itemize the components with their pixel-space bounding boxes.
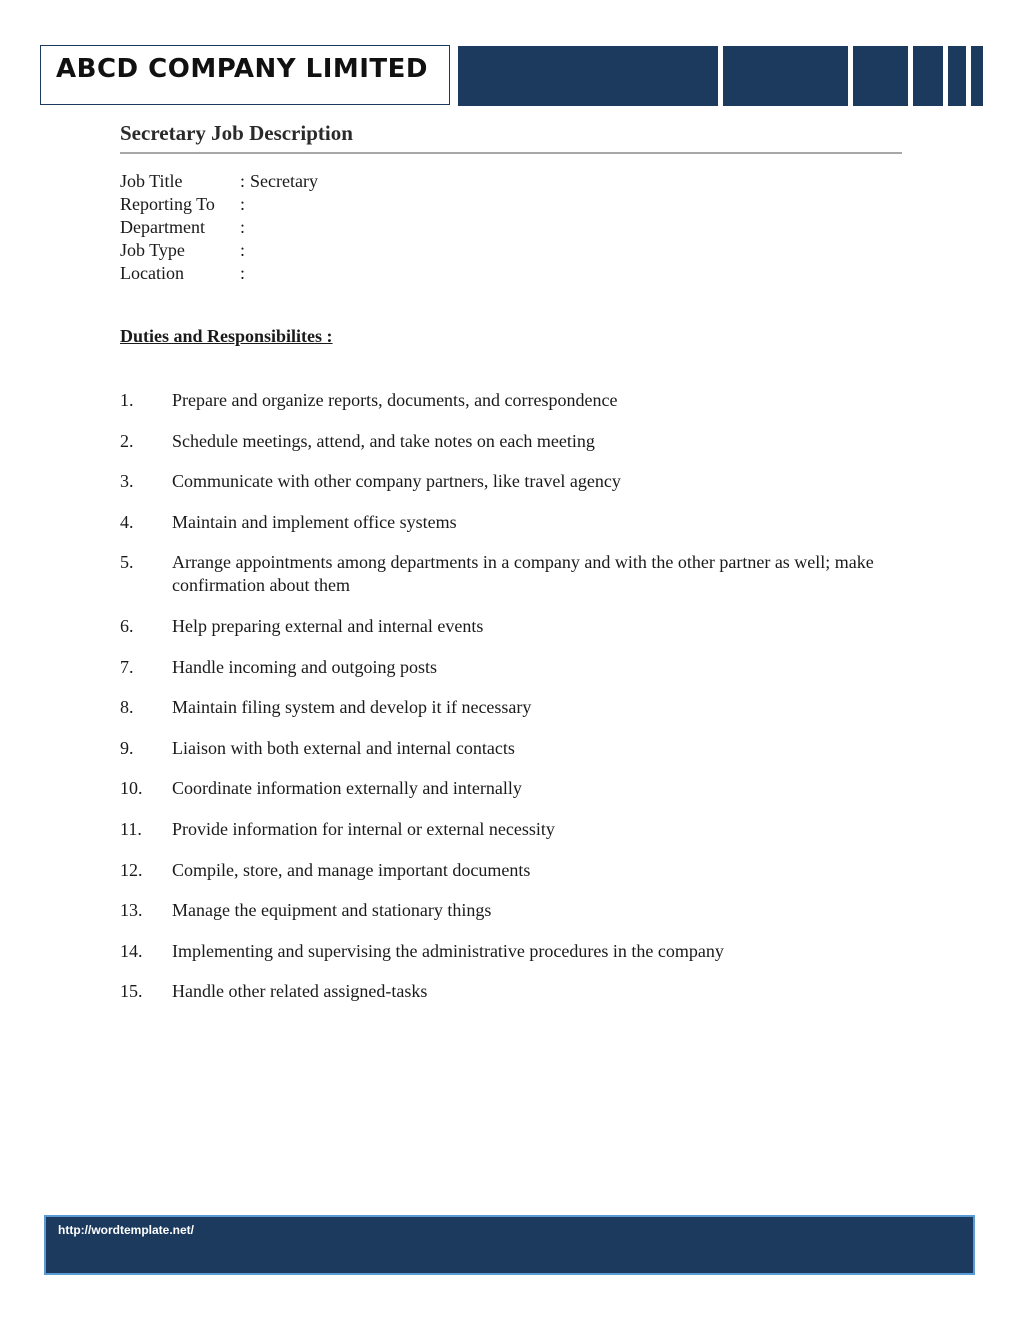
list-item [120,980,880,1003]
duties-heading: Duties and Responsibilites : [120,326,333,346]
list-item [120,511,880,534]
info-value: Secretary [250,171,318,191]
header-bar-2 [723,46,848,106]
list-item-number: 8. [120,697,134,718]
info-label: Department [120,217,205,237]
list-item-number: 14. [120,940,143,961]
list-item [120,859,880,882]
info-separator: : [240,171,246,191]
list-item-number: 5. [120,552,134,573]
list-item-text: Coordinate information externally and internally [172,778,522,799]
info-label: Reporting To [120,194,215,214]
info-label: Location [120,263,184,283]
list-item-number: 6. [120,615,134,636]
duties-list [120,389,880,1021]
list-item-text: Compile, store, and manage important documents [172,859,531,880]
footer-link[interactable]: http://wordtemplate.net/ [58,1223,194,1237]
info-row-reporting-to [120,193,318,216]
list-item [120,656,880,679]
list-item [120,696,880,719]
list-item-number: 1. [120,390,134,410]
header-bar-5 [948,46,966,106]
info-separator: : [240,217,246,237]
company-header-box [40,45,450,105]
list-item-text: Manage the equipment and stationary things [172,900,492,921]
list-item-number: 13. [120,900,143,921]
list-item-number: 12. [120,859,143,880]
header-bar-6 [971,46,983,106]
page-title: Secretary Job Description [120,121,353,145]
info-label: Job Type [120,240,185,260]
company-name: ABCD COMPANY LIMITED [56,54,429,84]
list-item [120,737,880,760]
info-row-department [120,216,318,239]
info-row-location [120,262,318,285]
list-item-text: Liaison with both external and internal contacts [172,737,515,758]
list-item [120,551,880,597]
list-item-text: Handle incoming and outgoing posts [172,656,437,677]
list-item-text: Maintain filing system and develop it if necessary [172,697,532,718]
list-item-number: 10. [120,778,143,799]
header-bar-3 [853,46,908,106]
info-separator: : [240,263,246,283]
list-item-number: 7. [120,656,134,677]
footer-bar [44,1215,975,1275]
title-divider [120,152,902,154]
list-item-text: Help preparing external and internal events [172,615,484,636]
info-separator: : [240,240,246,260]
info-row-job-type [120,239,318,262]
list-item-number: 3. [120,471,134,492]
info-row-job-title [120,170,318,193]
info-separator: : [240,194,246,214]
list-item-number: 4. [120,511,134,532]
list-item-text: Prepare and organize reports, documents, and correspondence [172,390,618,410]
list-item [120,389,880,412]
list-item-text: Implementing and supervising the administrative procedures in the company [172,940,724,961]
list-item [120,940,880,963]
list-item-number: 9. [120,737,134,758]
list-item [120,818,880,841]
list-item [120,777,880,800]
list-item-text: Handle other related assigned-tasks [172,981,428,1002]
list-item-text: Communicate with other company partners, like travel agency [172,471,621,492]
header-bar-4 [913,46,943,106]
header-bar-1 [458,46,718,106]
list-item-text: Arrange appointments among departments in a company and with the other partner as well; make confirmation about them [172,552,874,596]
list-item [120,615,880,638]
list-item-text: Schedule meetings, attend, and take notes on each meeting [172,430,595,451]
list-item-text: Provide information for internal or external necessity [172,818,555,839]
list-item [120,430,880,453]
info-label: Job Title [120,171,183,191]
list-item-text: Maintain and implement office systems [172,511,457,532]
list-item-number: 11. [120,818,142,839]
list-item [120,470,880,493]
job-info-block [120,170,318,285]
list-item [120,899,880,922]
list-item-number: 2. [120,430,134,451]
list-item-number: 15. [120,981,143,1002]
